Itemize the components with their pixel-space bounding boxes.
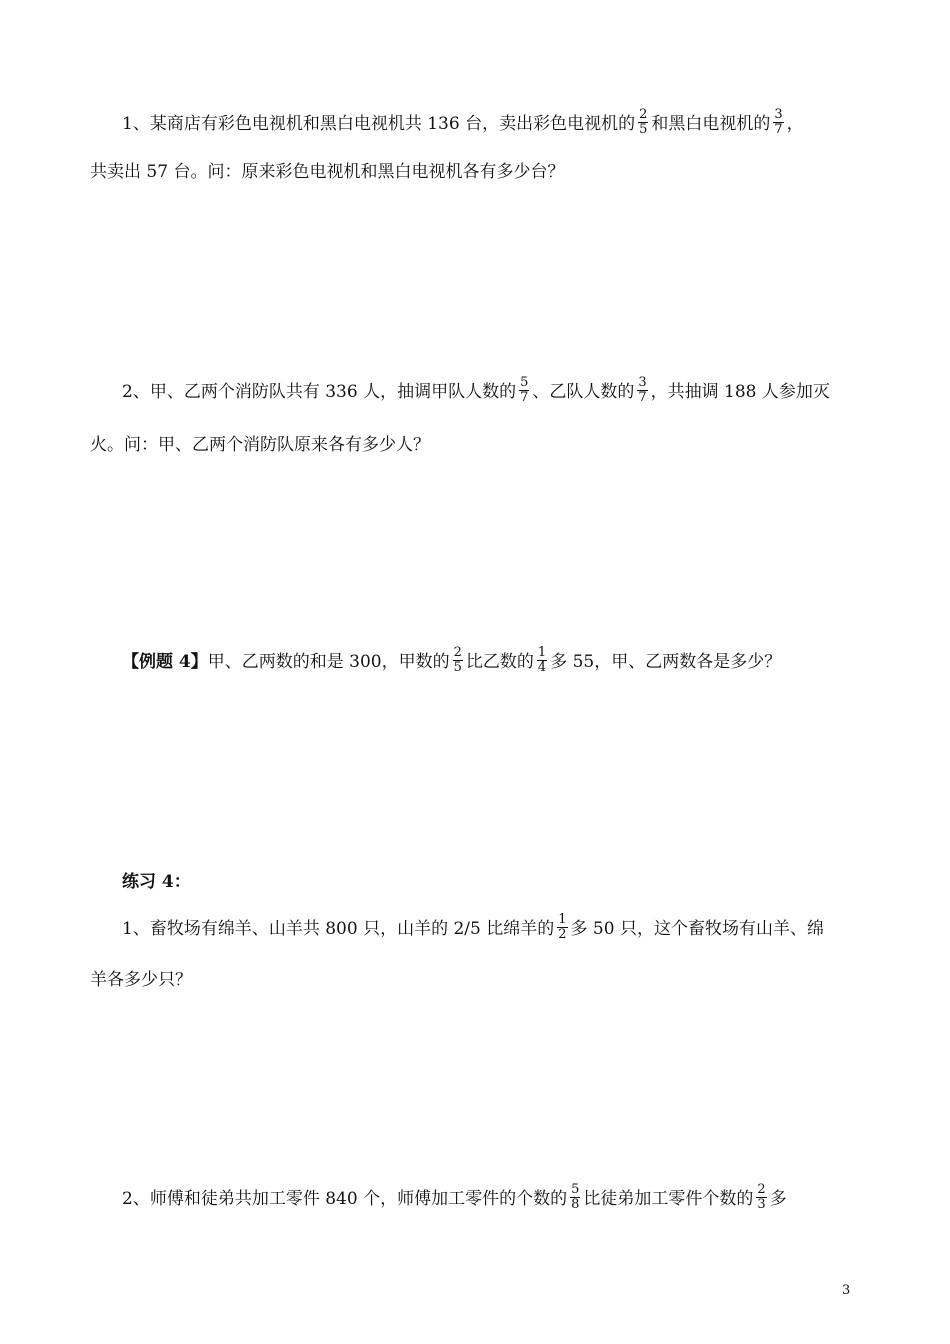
problem-1-line-2 [90,160,564,184]
practice-1-text-b: 多 50 只，这个畜牧场有山羊、绵 [570,919,824,939]
practice-1-text-a: 1、畜牧场有绵羊、山羊共 800 只，山羊的 2/5 比绵羊的 [122,919,555,939]
fraction: $\frac{5}{8}$ [571,1182,580,1212]
problem-1-text-line2: 共卖出 57 台。问：原来彩色电视机和黑白电视机各有多少台？ [90,162,565,182]
fraction: $\frac{3}{7}$ [774,107,783,137]
problem-2-line-1 [122,375,830,405]
fraction: $\frac{2}{5}$ [453,645,462,675]
fraction: $\frac{1}{4}$ [537,645,547,675]
practice-2-text-b: 比徒弟加工零件个数的 [583,1189,754,1209]
example-4-text-b: 比乙数的 [465,652,534,672]
practice-1-line-2 [90,968,192,992]
fraction: $\frac{3}{7}$ [638,375,647,405]
practice-1-line-1 [122,912,824,942]
problem-2-text-line2: 火。问：甲、乙两个消防队原来各有多少人？ [90,435,430,455]
practice-4-title [122,870,191,894]
problem-2-text-b: 、乙队人数的 [532,382,635,402]
problem-1-text-c: ， [786,114,804,134]
example-4-text-a: 甲、乙两数的和是 300，甲数的 [207,652,450,672]
fraction: $\frac{2}{5}$ [639,107,648,137]
problem-1-line-1 [122,107,804,137]
fraction: $\frac{2}{3}$ [757,1182,766,1212]
problem-1-text-b: 和黑白电视机的 [651,114,771,134]
fraction: $\frac{1}{2}$ [558,912,567,942]
practice-2-text-a: 2、师傅和徒弟共加工零件 840 个，师傅加工零件的个数的 [122,1189,568,1209]
practice-2-line-1 [122,1182,787,1212]
practice-1-text-line2: 羊各多少只？ [90,970,192,990]
example-4-line [122,645,782,675]
example-4-text-c: 多 55，甲、乙两数各是多少？ [550,652,782,672]
problem-1-text-a: 1、某商店有彩色电视机和黑白电视机共 136 台，卖出彩色电视机的 [122,114,636,134]
page-number: 3 [842,1283,851,1298]
problem-2-text-a: 2、甲、乙两个消防队共有 336 人，抽调甲队人数的 [122,382,517,402]
practice-4-title-text: 练习 4： [122,872,191,892]
practice-2-text-c: 多 [769,1189,787,1209]
problem-2-text-c: ，共抽调 188 人参加灭 [650,382,830,402]
example-4-label: 【例题 4】 [122,652,208,672]
problem-2-line-2 [90,433,430,457]
fraction: $\frac{5}{7}$ [520,375,529,405]
